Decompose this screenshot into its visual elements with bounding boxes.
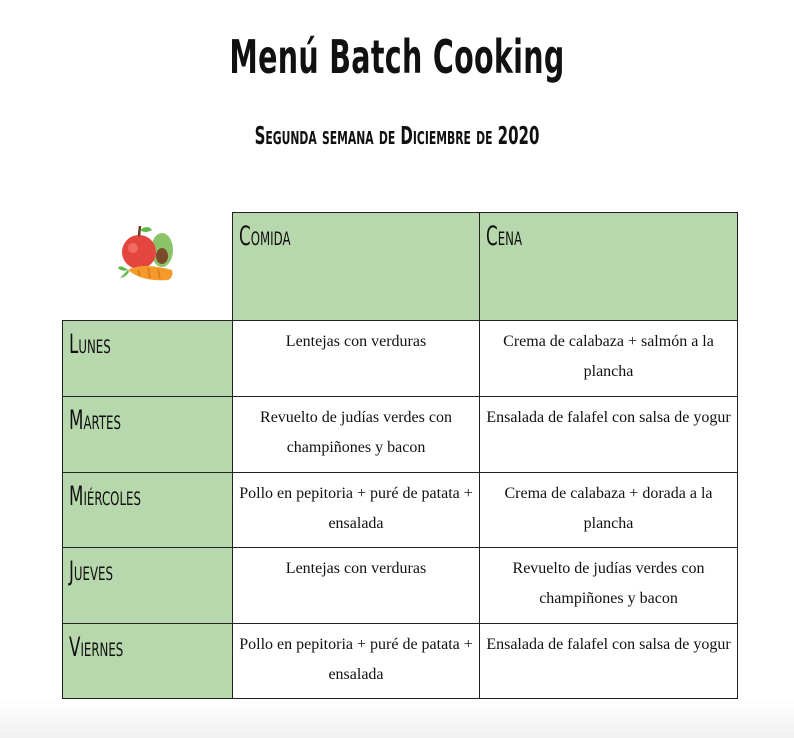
table-cell-cena: Revuelto de judías verdes con champiñones y bacon <box>479 547 738 624</box>
row-day-miercoles <box>62 472 233 548</box>
page-title: Menú Batch Cooking <box>229 30 565 84</box>
column-header-label: Comida <box>239 221 291 252</box>
table-cell-cena: Ensalada de falafel con salsa de yogur <box>479 623 738 699</box>
table-cell-cena: Crema de calabaza + salmón a la plancha <box>479 320 738 397</box>
table-cell-comida: Revuelto de judías verdes con champiñones y bacon <box>232 396 480 473</box>
table-cell-cena: Crema de calabaza + dorada a la plancha <box>479 472 738 548</box>
table-cell-cena: Ensalada de falafel con salsa de yogur <box>479 396 738 473</box>
row-day-jueves <box>62 547 233 624</box>
row-day-martes <box>62 396 233 473</box>
page-bottom-shade <box>0 698 794 738</box>
page-subtitle: Segunda semana de Diciembre de 2020 <box>254 121 540 150</box>
day-label: Jueves <box>69 556 113 587</box>
column-header-cena <box>479 212 738 321</box>
table-cell-comida: Pollo en pepitoria + puré de patata + ensalada <box>232 623 480 699</box>
menu-table <box>62 212 738 699</box>
day-label: Viernes <box>69 632 124 663</box>
day-label: Miércoles <box>69 481 141 512</box>
column-header-comida <box>232 212 480 321</box>
day-label: Martes <box>69 405 121 436</box>
table-cell-comida: Lentejas con verduras <box>232 547 480 624</box>
row-day-viernes <box>62 623 233 699</box>
table-cell-comida: Pollo en pepitoria + puré de patata + ensalada <box>232 472 480 548</box>
row-day-lunes <box>62 320 233 397</box>
day-label: Lunes <box>69 329 111 360</box>
logo-cell <box>62 212 232 321</box>
vegetables-icon <box>112 220 182 290</box>
column-header-label: Cena <box>486 221 523 252</box>
table-cell-comida: Lentejas con verduras <box>232 320 480 397</box>
